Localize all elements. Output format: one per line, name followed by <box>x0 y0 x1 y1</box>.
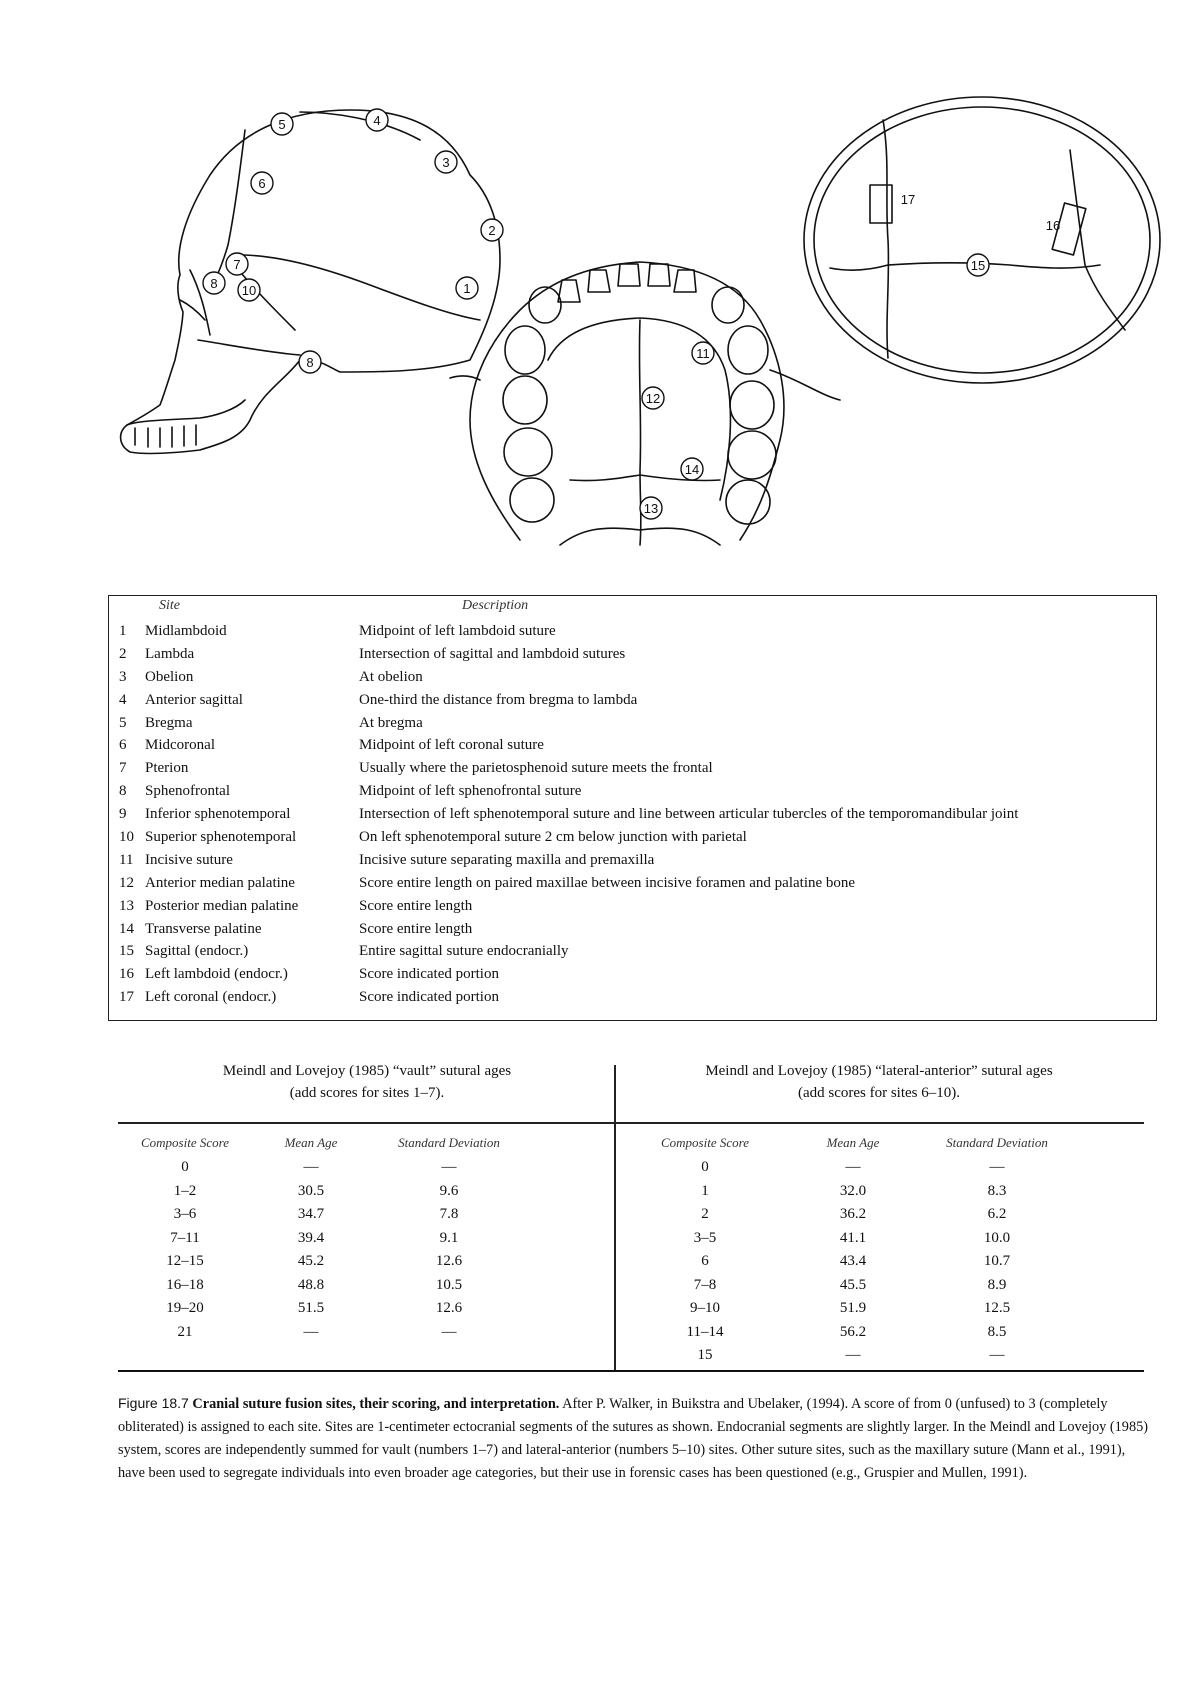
std-dev-cell: 12.6 <box>435 1300 463 1317</box>
svg-text:1: 1 <box>463 281 471 296</box>
svg-text:7: 7 <box>233 257 241 272</box>
mean-age-cell: 56.2 <box>839 1323 867 1340</box>
composite-score-cell: 0 <box>181 1159 189 1176</box>
marker-1 <box>456 277 478 299</box>
site-row <box>119 643 1150 666</box>
site-name: Inferior sphenotemporal <box>145 806 291 823</box>
site-description: At obelion <box>359 668 423 685</box>
site-name: Midlambdoid <box>145 622 227 639</box>
endocranial-view-drawing <box>804 97 1160 383</box>
vault-table-grid <box>118 1130 616 1344</box>
site-name: Anterior median palatine <box>145 874 295 891</box>
site-name: Obelion <box>145 668 194 685</box>
composite-score-cell: 3–6 <box>173 1206 197 1223</box>
std-dev-cell: 7.8 <box>439 1206 459 1223</box>
site-number: 14 <box>119 920 134 937</box>
mean-age-cell: 32.0 <box>839 1182 867 1199</box>
mean-age-cell: 34.7 <box>297 1206 325 1223</box>
marker-10 <box>238 279 260 301</box>
marker-7 <box>226 253 248 275</box>
age-table-row <box>118 1180 616 1204</box>
std-dev-header: Standard Deviation <box>946 1135 1048 1150</box>
age-table-row <box>614 1203 1144 1227</box>
std-dev-header: Standard Deviation <box>398 1135 500 1150</box>
mean-age-cell: 41.1 <box>839 1229 867 1246</box>
std-dev-cell: 9.6 <box>439 1182 459 1199</box>
age-table-row <box>118 1156 616 1180</box>
age-table-row <box>118 1203 616 1227</box>
std-dev-cell: 9.1 <box>439 1229 459 1246</box>
age-table-row <box>118 1297 616 1321</box>
marker-8 <box>203 272 225 294</box>
composite-score-cell: 21 <box>177 1323 193 1340</box>
site-name: Superior sphenotemporal <box>145 828 297 845</box>
site-name: Posterior median palatine <box>145 897 299 914</box>
marker-17 <box>901 192 915 207</box>
svg-text:4: 4 <box>373 113 381 128</box>
site-number: 8 <box>119 783 127 800</box>
site-row <box>119 963 1150 986</box>
marker-12 <box>642 387 664 409</box>
site-name: Incisive suture <box>145 851 233 868</box>
site-name: Pterion <box>145 760 189 777</box>
mean-age-cell: 30.5 <box>297 1182 325 1199</box>
caption-title: Cranial suture fusion sites, their scoring, and interpretation. <box>192 1396 560 1412</box>
marker-5 <box>271 113 293 135</box>
svg-text:10: 10 <box>241 283 257 298</box>
mean-age-header: Mean Age <box>284 1135 338 1150</box>
site-row <box>119 666 1150 689</box>
mean-age-cell: — <box>303 1323 319 1340</box>
suture-sites-figure <box>0 0 1200 590</box>
site-row <box>119 620 1150 643</box>
marker-9 <box>299 351 321 373</box>
lateral-table-subtitle: (add scores for sites 6–10). <box>797 1085 961 1101</box>
std-dev-cell: 10.0 <box>983 1229 1011 1246</box>
std-dev-cell: 10.7 <box>983 1253 1011 1270</box>
site-number: 4 <box>119 691 127 708</box>
site-number: 16 <box>119 966 134 983</box>
vault-table-rule <box>118 1122 616 1124</box>
age-table-row <box>118 1321 616 1345</box>
composite-score-cell: 19–20 <box>166 1300 204 1317</box>
composite-score-header: Composite Score <box>141 1135 229 1150</box>
vault-age-table <box>118 1060 616 1372</box>
site-rows <box>119 620 1150 1009</box>
composite-score-header: Composite Score <box>661 1135 749 1150</box>
site-description: Score indicated portion <box>359 989 499 1006</box>
mean-age-cell: 39.4 <box>297 1229 325 1246</box>
site-row <box>119 986 1150 1009</box>
composite-score-cell: 1–2 <box>173 1182 197 1199</box>
svg-text:6: 6 <box>258 176 266 191</box>
site-description: Midpoint of left lambdoid suture <box>359 622 556 639</box>
site-name: Left coronal (endocr.) <box>145 989 277 1006</box>
std-dev-cell: 12.6 <box>435 1253 463 1270</box>
svg-text:14: 14 <box>684 462 700 477</box>
marker-3 <box>435 151 457 173</box>
svg-text:13: 13 <box>643 501 659 516</box>
figure-number: Figure 18.7 <box>118 1395 189 1411</box>
site-number: 3 <box>119 668 127 685</box>
tables-bottom-rule <box>118 1370 1144 1372</box>
caption-body: After P. Walker, in Buikstra and Ubelaker, (1994). A score of from 0 (unfused) to 3 (completely obliterated) is assigned to each site. Sites are 1-centimeter ectocranial segments of the sutures as shown. Endocranial segments are slightly larger. In the Meindl and Lovejoy (1985) system, scores are independently summed for vault (numbers 1–7) and lateral-anterior (numbers 5–10) sites. Other suture sites, such as the maxillary suture (Mann et al., 1991), have been used to segregate individuals into even broader age categories, but their use in forensic cases has been questioned (e.g., Gruspier and Mullen, 1991). <box>118 1396 1148 1481</box>
site-number: 2 <box>119 645 127 662</box>
site-number: 12 <box>119 874 134 891</box>
figure-caption <box>118 1392 1148 1485</box>
composite-score-cell: 12–15 <box>166 1253 204 1270</box>
age-table-row <box>614 1156 1144 1180</box>
site-row <box>119 757 1150 780</box>
site-number: 9 <box>119 806 127 823</box>
lateral-table-rule <box>614 1122 1144 1124</box>
mean-age-cell: — <box>845 1347 861 1364</box>
vault-table-title: Meindl and Lovejoy (1985) “vault” sutural ages <box>222 1063 512 1079</box>
site-name: Sagittal (endocr.) <box>145 943 249 960</box>
age-table-row <box>614 1180 1144 1204</box>
svg-text:5: 5 <box>278 117 286 132</box>
marker-14 <box>681 458 703 480</box>
age-table-row <box>118 1250 616 1274</box>
site-name: Left lambdoid (endocr.) <box>145 966 288 983</box>
site-row <box>119 849 1150 872</box>
site-row <box>119 712 1150 735</box>
mean-age-cell: — <box>303 1159 319 1176</box>
age-table-row <box>614 1344 1144 1368</box>
site-description: Score indicated portion <box>359 966 499 983</box>
lateral-anterior-age-table <box>614 1060 1144 1372</box>
std-dev-cell: 8.3 <box>987 1182 1007 1199</box>
marker-11 <box>692 342 714 364</box>
site-number: 7 <box>119 760 127 777</box>
skull-drawings <box>0 0 1200 590</box>
marker-6 <box>251 172 273 194</box>
marker-15 <box>967 254 989 276</box>
std-dev-cell: 8.9 <box>987 1276 1007 1293</box>
composite-score-cell: 7–8 <box>693 1276 717 1293</box>
site-number: 5 <box>119 714 127 731</box>
mean-age-cell: 51.9 <box>839 1300 867 1317</box>
site-description: Midpoint of left coronal suture <box>359 737 544 754</box>
site-row <box>119 940 1150 963</box>
std-dev-cell: 10.5 <box>435 1276 463 1293</box>
site-description: Usually where the parietosphenoid suture meets the frontal <box>359 760 713 777</box>
site-description: Score entire length <box>359 920 473 937</box>
site-row <box>119 872 1150 895</box>
lateral-table-grid <box>614 1130 1144 1368</box>
svg-text:11: 11 <box>696 346 710 361</box>
composite-score-cell: 15 <box>697 1347 713 1364</box>
composite-score-cell: 2 <box>701 1206 709 1223</box>
std-dev-cell: 12.5 <box>983 1300 1011 1317</box>
composite-score-cell: 11–14 <box>686 1323 724 1340</box>
svg-text:12: 12 <box>645 391 661 406</box>
mean-age-cell: 36.2 <box>839 1206 867 1223</box>
site-column-header: Site <box>159 598 180 613</box>
std-dev-cell: — <box>989 1347 1005 1364</box>
age-table-header <box>614 1130 1144 1156</box>
mean-age-cell: 45.2 <box>297 1253 325 1270</box>
site-row <box>119 826 1150 849</box>
marker-4 <box>366 109 388 131</box>
site-row <box>119 689 1150 712</box>
site-name: Transverse palatine <box>145 920 262 937</box>
site-name: Lambda <box>145 645 195 662</box>
site-description: At bregma <box>359 714 423 731</box>
composite-score-cell: 3–5 <box>693 1229 717 1246</box>
marker-13 <box>640 497 662 519</box>
vault-table-subtitle: (add scores for sites 1–7). <box>289 1085 445 1101</box>
std-dev-cell: 6.2 <box>987 1206 1007 1223</box>
marker-16 <box>1046 218 1060 233</box>
age-table-row <box>118 1227 616 1251</box>
age-table-row <box>614 1321 1144 1345</box>
site-description: On left sphenotemporal suture 2 cm below junction with parietal <box>359 828 747 845</box>
age-table-header <box>118 1130 616 1156</box>
site-description: Intersection of sagittal and lambdoid sutures <box>359 645 626 662</box>
composite-score-cell: 7–11 <box>170 1229 200 1246</box>
svg-text:8: 8 <box>306 355 314 370</box>
mean-age-cell: 43.4 <box>839 1253 867 1270</box>
site-number: 11 <box>119 851 134 868</box>
site-name: Sphenofrontal <box>145 783 230 800</box>
mean-age-cell: 48.8 <box>297 1276 325 1293</box>
marker-2 <box>481 219 503 241</box>
lateral-table-title: Meindl and Lovejoy (1985) “lateral-anterior” sutural ages <box>705 1063 1053 1079</box>
age-table-row <box>614 1227 1144 1251</box>
svg-text:15: 15 <box>970 258 986 273</box>
svg-text:3: 3 <box>442 155 450 170</box>
age-table-row <box>614 1274 1144 1298</box>
std-dev-cell: — <box>441 1323 457 1340</box>
site-number: 1 <box>119 622 127 639</box>
mean-age-cell: — <box>845 1159 861 1176</box>
site-row <box>119 780 1150 803</box>
site-description: Intersection of left sphenotemporal suture and line between articular tubercles of the temporomandibular joint <box>359 806 1019 823</box>
site-row <box>119 734 1150 757</box>
mean-age-cell: 45.5 <box>839 1276 867 1293</box>
site-description: Entire sagittal suture endocranially <box>359 943 569 960</box>
site-name: Bregma <box>145 714 193 731</box>
composite-score-cell: 6 <box>701 1253 709 1270</box>
suture-site-table <box>108 595 1157 1021</box>
site-row <box>119 918 1150 941</box>
site-row <box>119 895 1150 918</box>
site-number: 17 <box>119 989 134 1006</box>
composite-score-cell: 1 <box>701 1182 709 1199</box>
site-row <box>119 803 1150 826</box>
composite-score-cell: 9–10 <box>690 1300 720 1317</box>
svg-text:17: 17 <box>900 192 916 207</box>
svg-text:8: 8 <box>210 276 218 291</box>
site-number: 15 <box>119 943 134 960</box>
site-number: 10 <box>119 828 134 845</box>
composite-score-cell: 16–18 <box>166 1276 204 1293</box>
composite-score-cell: 0 <box>701 1159 709 1176</box>
site-number: 6 <box>119 737 127 754</box>
description-column-header: Description <box>462 598 529 613</box>
age-table-row <box>614 1250 1144 1274</box>
std-dev-cell: 8.5 <box>987 1323 1007 1340</box>
site-description: Score entire length <box>359 897 473 914</box>
site-number: 13 <box>119 897 134 914</box>
std-dev-cell: — <box>989 1159 1005 1176</box>
site-description: One-third the distance from bregma to lambda <box>359 691 638 708</box>
site-name: Anterior sagittal <box>145 691 243 708</box>
age-table-row <box>118 1274 616 1298</box>
mean-age-header: Mean Age <box>826 1135 880 1150</box>
age-table-row <box>614 1297 1144 1321</box>
mean-age-cell: 51.5 <box>297 1300 325 1317</box>
svg-text:16: 16 <box>1045 218 1061 233</box>
site-name: Midcoronal <box>145 737 215 754</box>
std-dev-cell: — <box>441 1159 457 1176</box>
svg-text:2: 2 <box>488 223 496 238</box>
site-description: Incisive suture separating maxilla and premaxilla <box>359 851 655 868</box>
site-description: Midpoint of left sphenofrontal suture <box>359 783 582 800</box>
site-description: Score entire length on paired maxillae between incisive foramen and palatine bone <box>359 874 856 891</box>
